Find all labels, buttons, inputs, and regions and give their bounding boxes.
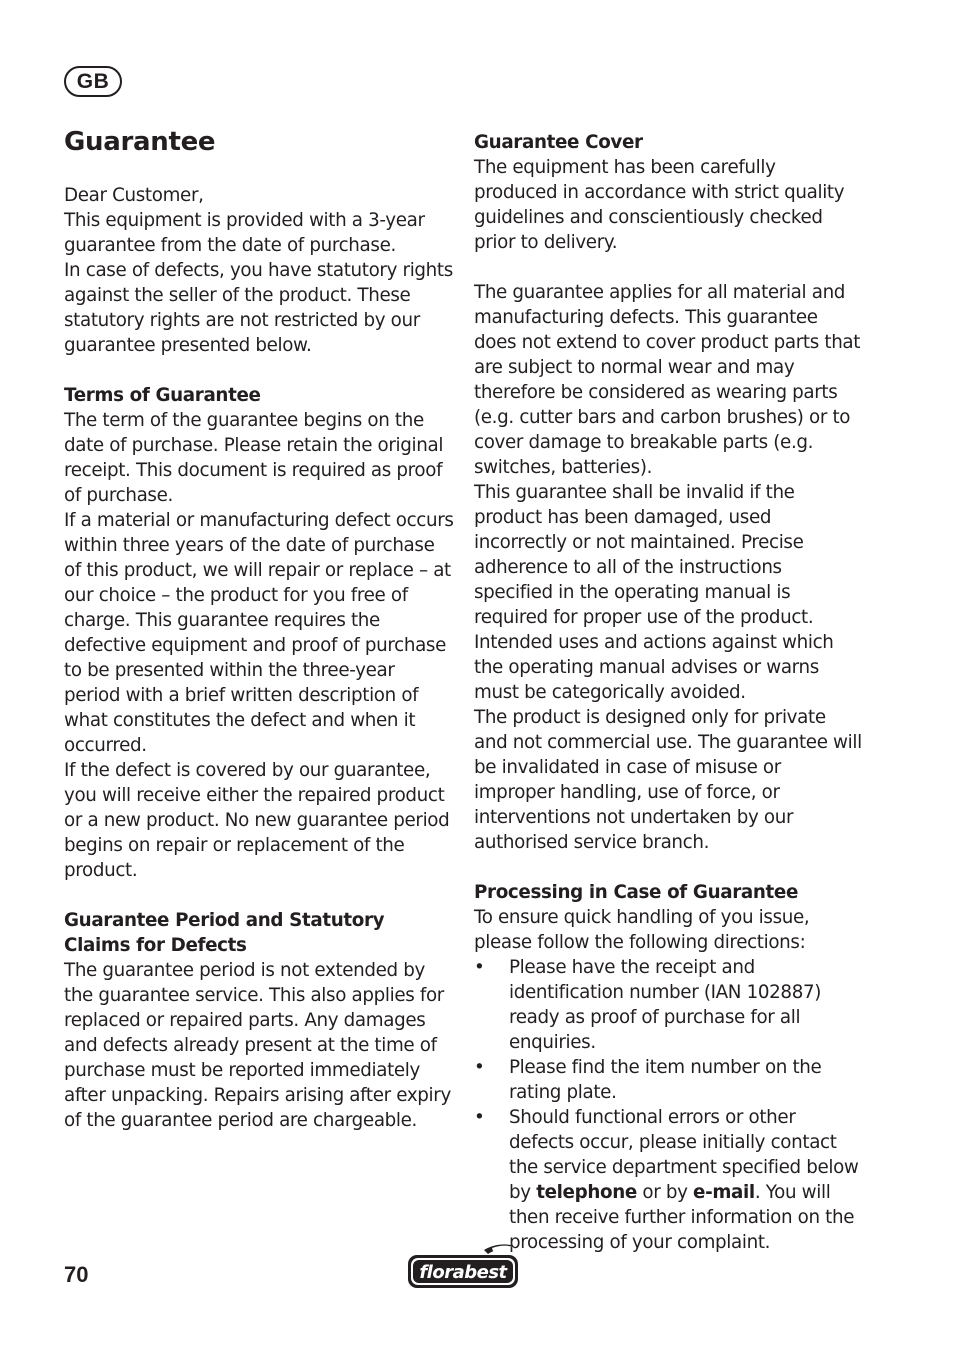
terms-paragraph: If a material or manufacturing defect occurs within three years of the date of purchase of this product, we will repair or replace – at our choice – the product for you free of charge. This guarantee requires the defective equipment and proof of purchase to be presented within the three-year period with a brief written description of what constitutes the defect and when it occurred.	[64, 510, 454, 756]
terms-paragraph: If the defect is covered by our guarantee, you will receive either the repaired product or a new product. No new guarantee period begins on repair or replacement of the product.	[64, 760, 450, 881]
processing-intro: To ensure quick handling of you issue, please follow the following directions:	[474, 907, 810, 953]
language-badge: GB	[64, 66, 122, 97]
terms-paragraph: The term of the guarantee begins on the date of purchase. Please retain the original receipt. This document is required as proof of purchase.	[64, 410, 444, 506]
cover-paragraph: The product is designed only for private and not commercial use. The guarantee will be invalidated in case of misuse or improper handling, use of force, or interventions not undertaken by our authorised service branch.	[474, 707, 862, 853]
right-column	[474, 130, 864, 1255]
cover-paragraph: This guarantee shall be invalid if the product has been damaged, used incorrectly or not maintained. Precise adherence to all of the instructions specified in the operating manual is required for proper use of the product. Intended uses and actions against which the operating manual advises or warns must be categorically avoided.	[474, 482, 834, 703]
list-item-text: Please have the receipt and identification number (IAN 102887) ready as proof of purchase for all enquiries.	[509, 957, 822, 1053]
cover-heading: Guarantee Cover	[474, 132, 643, 153]
processing-heading: Processing in Case of Guarantee	[474, 882, 799, 903]
page-title: Guarantee	[64, 127, 216, 157]
terms-heading: Terms of Guarantee	[64, 385, 261, 406]
list-item	[474, 1105, 864, 1255]
processing-list	[474, 955, 864, 1255]
bullet-icon: •	[474, 1107, 485, 1128]
telephone-text: telephone	[536, 1182, 637, 1203]
list-item-text	[509, 1107, 859, 1253]
bullet-icon: •	[474, 957, 485, 978]
list-item	[474, 955, 864, 1055]
left-column	[64, 183, 454, 1133]
page-number: 70	[64, 1262, 89, 1287]
florabest-logo	[406, 1244, 520, 1290]
cover-paragraph: The equipment has been carefully produced in accordance with strict quality guidelines and conscientiously checked prior to delivery.	[474, 157, 845, 253]
email-text: e-mail	[693, 1182, 755, 1203]
logo-text: florabest	[419, 1262, 507, 1283]
intro-paragraph: This equipment is provided with a 3-year guarantee from the date of purchase.	[64, 210, 425, 256]
period-heading: Guarantee Period and Statutory Claims for Defects	[64, 910, 385, 956]
cover-paragraph: The guarantee applies for all material and manufacturing defects. This guarantee does not extend to cover product parts that are subject to normal wear and may therefore be considered as wearing parts (e.g. cutter bars and carbon brushes) or to cover damage to breakable parts (e.g. switches, batteries).	[474, 282, 861, 478]
period-paragraph: The guarantee period is not extended by the guarantee service. This also applies for replaced or repaired parts. Any damages and defects already present at the time of purchase must be reported immediately after unpacking. Repairs arising after expiry of the guarantee period are chargeable.	[64, 960, 451, 1131]
intro-greeting: Dear Customer,	[64, 185, 204, 206]
list-item-text: Please find the item number on the rating plate.	[509, 1057, 822, 1103]
bullet-icon: •	[474, 1057, 485, 1078]
intro-paragraph: In case of defects, you have statutory rights against the seller of the product. These statutory rights are not restricted by our guarantee presented below.	[64, 260, 453, 356]
text-fragment: . You will then receive further information on the processing of your complaint.	[509, 1182, 855, 1253]
text-fragment: or by	[636, 1182, 694, 1203]
text-fragment: Should functional errors or other defects occur, please initially contact the service department specified below by	[509, 1107, 859, 1203]
list-item	[474, 1055, 864, 1105]
